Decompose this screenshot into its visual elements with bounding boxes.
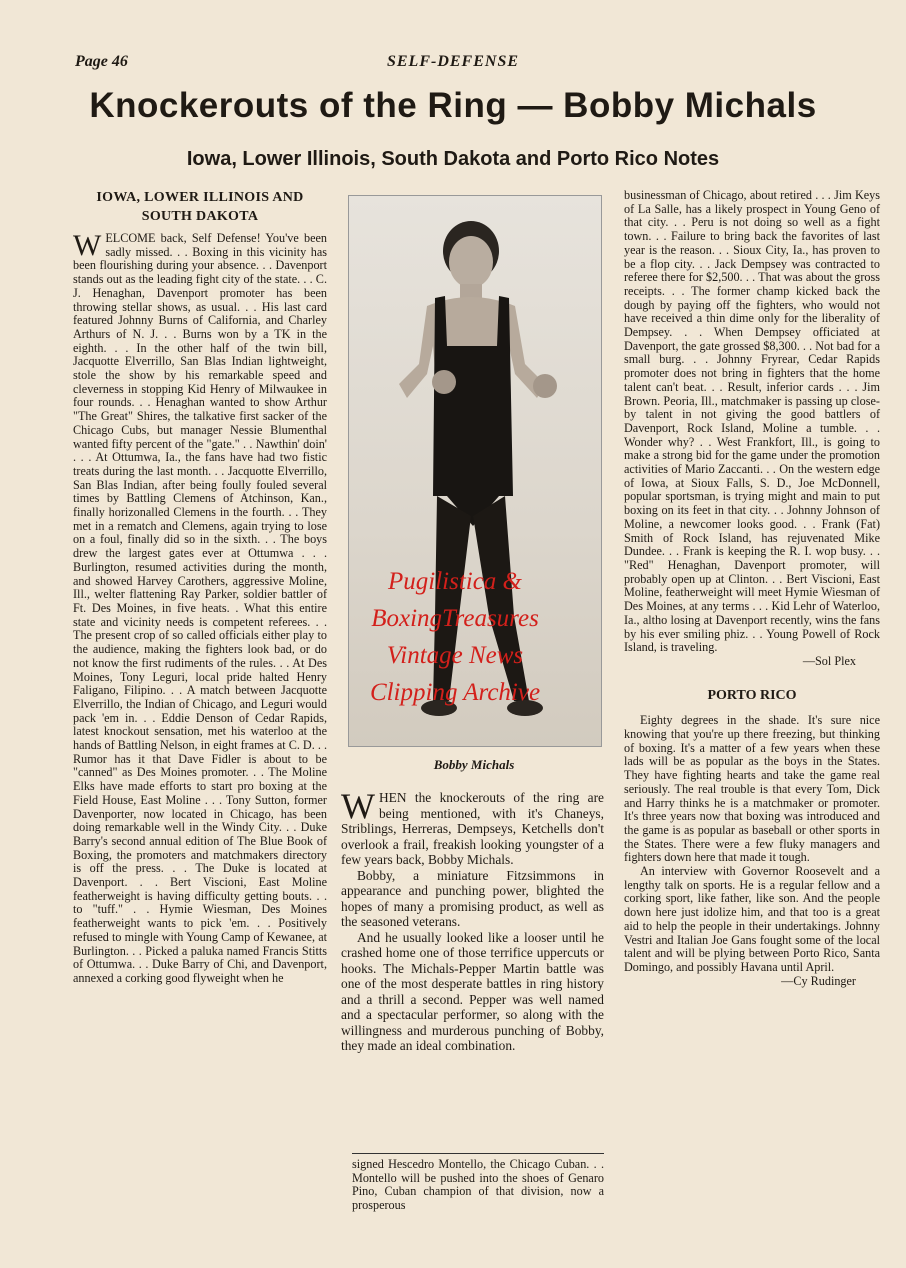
watermark-line: Vintage News	[386, 642, 524, 669]
column-iowa	[73, 188, 327, 986]
iowa-text: ELCOME back, Self Defense! You've been sadly missed. . . Boxing in this vicinity has been flourishing during your absence. . . Davenport stands out as the leading fight city of the state. . . C. J. Henaghan, Davenport promoter has been throwing stellar shows, as usual. . . His last card featured Johnny Burns of California, and Charley Arthurs of N. J. . . Burns won by a TK in the eighth. . . In the other half of the twin bill, Jacquotte Elverrillo, San Blas Indian lightweight, stole the show by his remarkable speed and cleverness in stopping Kid Henry of Milwaukee in four rounds. . . Henaghan wanted to show Arthur "The Great" Shires, the talkative first sacker of the Chicago Cubs, but manager Nessie Blumenthal wanted fifty percent of the "gate." . . Nawthin' doin' . . . At Ottumwa, Ia., the fans have had two fistic treats during the last month. . . Jacquotte Elverrillo, San Blas Indian, after being foully fouled several times by Battling Clemens of Atchinson, Kan., finally horizonalled Clemens in the fourth. . . They met in a rematch and Clemens, again trying to lose on a foul, finally did so in the sixth. . . The boys drew the largest gates ever at Ottumwa . . . Burlington, resumed activities during the month, and showed Harvey Carothers, aggressive Moline, Ill., welter flattening Ray Parker, soldier battler of Ft. Des Moines, in five heats. . What this entire state and vicinity needs is competent referees. . . The present crop of so called officials either play to the audience, making the fighters look bad, or do not know the first rudiments of the rules. . . At Des Moines, Tony Leguri, local pride halted Henry Faligano, Filipino. . . A match between Jacquotte Elverrillo, the Indian of Chicago, and Leguri would pack 'em in. . . Eddie Denson of Cedar Rapids, latest knockout sensation, met his waterloo at the hands of Battling Nelson, in eight frames at C. D. . . Rumor has it that Dave Fidler is about to be "canned" as Des Moines promoter. . . The Moline Elks have made efforts to start pro boxing at the Field House, East Moline . . . Tony Sutton, former Davenporter, now located in Chicago, has been doing remarkable well in the Windy City. . . Duke Barry's second annual edition of The Blue Book of Boxing, the promoters and matchmakers directory is off the press. . . The Duke is located at Davenport. . . Bert Viscioni, East Moline featherweight is having difficulty getting bouts. . . to "tuff." . . Hymie Wiesman, Des Moines featherweight wants to pick 'em. . . Positively refused to mingle with Young Camp of Kewanee, at Burlington. . . Picked a paluka named Francis Stitts of Ottumwa. . . Duke Barry of Chi, and Davenport, annexed a corking good flyweight when he	[73, 231, 327, 985]
magazine-title: SELF-DEFENSE	[386, 53, 520, 70]
boxer-figure-icon	[349, 196, 601, 746]
author-signature: —Sol Plex	[802, 653, 856, 668]
drop-cap: W	[341, 786, 375, 826]
porto-rico-p2: An interview with Governor Roosevelt and a lengthy talk on sports. He is a regular fellow and a corking sport, like father, like son. And the people down here just idolize him, and that too is a great aid to help the people in their undertakings. Johnny Vestri and Italian Joe Gans fought some of the local talent and will be plying between Porto Rico, Santa Domingo, and possibly Havana until April.	[624, 864, 880, 974]
article-subtitle: Iowa, Lower Illinois, South Dakota and Porto Rico Notes	[186, 148, 720, 170]
column-michals	[341, 786, 604, 1054]
drop-cap: W	[73, 229, 102, 262]
michals-p3: And he usually looked like a looser until he crashed home one of those terrifice uppercuts or hooks. The Michals-Pepper Martin battle was one of the most desperate battles in ring history and a thrill a second. Pepper was well named and a spectacular performer, so along with the willingness and murderous punching of Bobby, they made an ideal combination.	[341, 929, 604, 1053]
michals-p2: Bobby, a miniature Fitzsimmons in appearance and punching power, blighted the hopes of many a promising product, as well as the seasoned veterans.	[341, 867, 604, 929]
photo-caption: Bobby Michals	[433, 757, 515, 772]
watermark-line: Clipping Archive	[369, 679, 541, 706]
michals-p1	[341, 786, 604, 868]
iowa-body	[73, 229, 327, 986]
column-iowa-continued	[624, 189, 880, 988]
watermark-line: BoxingTreasures	[371, 605, 539, 632]
section-heading-porto-rico: PORTO RICO	[707, 687, 797, 703]
column-divider	[352, 1153, 604, 1154]
page-number: Page 46	[75, 53, 128, 70]
iowa-continued-text: businessman of Chicago, about retired . . . Jim Keys of La Salle, has a likely prospect in Young Geno of that city. . . Peru is not doing so well as a fight town. . . Failure to bring back the favorites of last year is the reason. . . Sioux City, Ia., has proven to be a flop city. . . Jack Dempsey was contracted to referee there for $2,500. . . That was about the gross receipts. . . The former champ kicked back the dough by paying off the fighters, who would not have received a thin dime only for the liberality of Dempsey. . . When Dempsey officiated at Davenport, the gate grossed $8,300. . . Not bad for a small burg. . . Johnny Fryrear, Cedar Rapids promoter does not bring in fighters that the home talent can't beat. . . Result, inferior cards . . . Jim Brown. Peoria, Ill., matchmaker is passing up close-by talent in not giving the good battlers of Davenport, Rock Island, Moline a tumble. . . Wonder why? . . West Frankfort, Ill., is going to make a strong bid for the game under the promotion activities of Mario Zaccanti. . . On the western edge of Iowa, at Sioux Falls, S. D., Joe McDonnell, popular sportsman, is trying might and main to put boxing on its feet in that city. . . Johnny Johnson of Moline, a newcomer looks good. . . Frank (Fat) Smith of Rock Island, has rejuvenated Mike Dundee. . . Frank is keeping the R. I. wop busy. . . "Red" Henaghan, Davenport promoter, will probably open up at Clinton. . . Bert Viscioni, East Moline, featherweight will meet Hymie Wiesman of Des Moines, at any terms . . . Kid Lehr of Waterloo, Ia., altho losing at Davenport recently, wins the fans by his ever smiling phiz. . . Young Powell of Rock Island, is traveling.	[624, 188, 880, 655]
watermark-line: Pugilistica &	[387, 568, 523, 595]
author-signature: —Cy Rudinger	[781, 973, 856, 988]
michals-p1-text: HEN the knockerouts of the ring are being mentioned, with it's Chaneys, Striblings, Herreras, Dempseys, Ketchells don't overlook a frail, freakish looking youngster of a few years back, Bobby Michals.	[341, 790, 604, 867]
column-continued: signed Hescedro Montello, the Chicago Cuban. . . Montello will be pushed into the shoes of Genaro Pino, Cuban champion of that division, now a prosperous	[352, 1157, 604, 1213]
porto-rico-p1: Eighty degrees in the shade. It's sure nice knowing that you're up there freezing, but thinking of boxing. It's a matter of a few years when these lads will be as popular as the boys in the States. They have fighting hearts and take the game real seriously. The real trouble is that every Tom, Dick and Harry thinks he is a matchmaker or promoter. It's three years now that boxing was introduced and the game is as popular as baseball or other sports in the States. There were a few fluky managers and fighters down here that made it tough.	[624, 713, 880, 865]
section-heading-iowa: IOWA, LOWER ILLINOIS AND SOUTH DAKOTA	[96, 190, 304, 224]
boxer-photo	[348, 195, 602, 747]
article-title: Knockerouts of the Ring — Bobby Michals	[89, 86, 817, 125]
